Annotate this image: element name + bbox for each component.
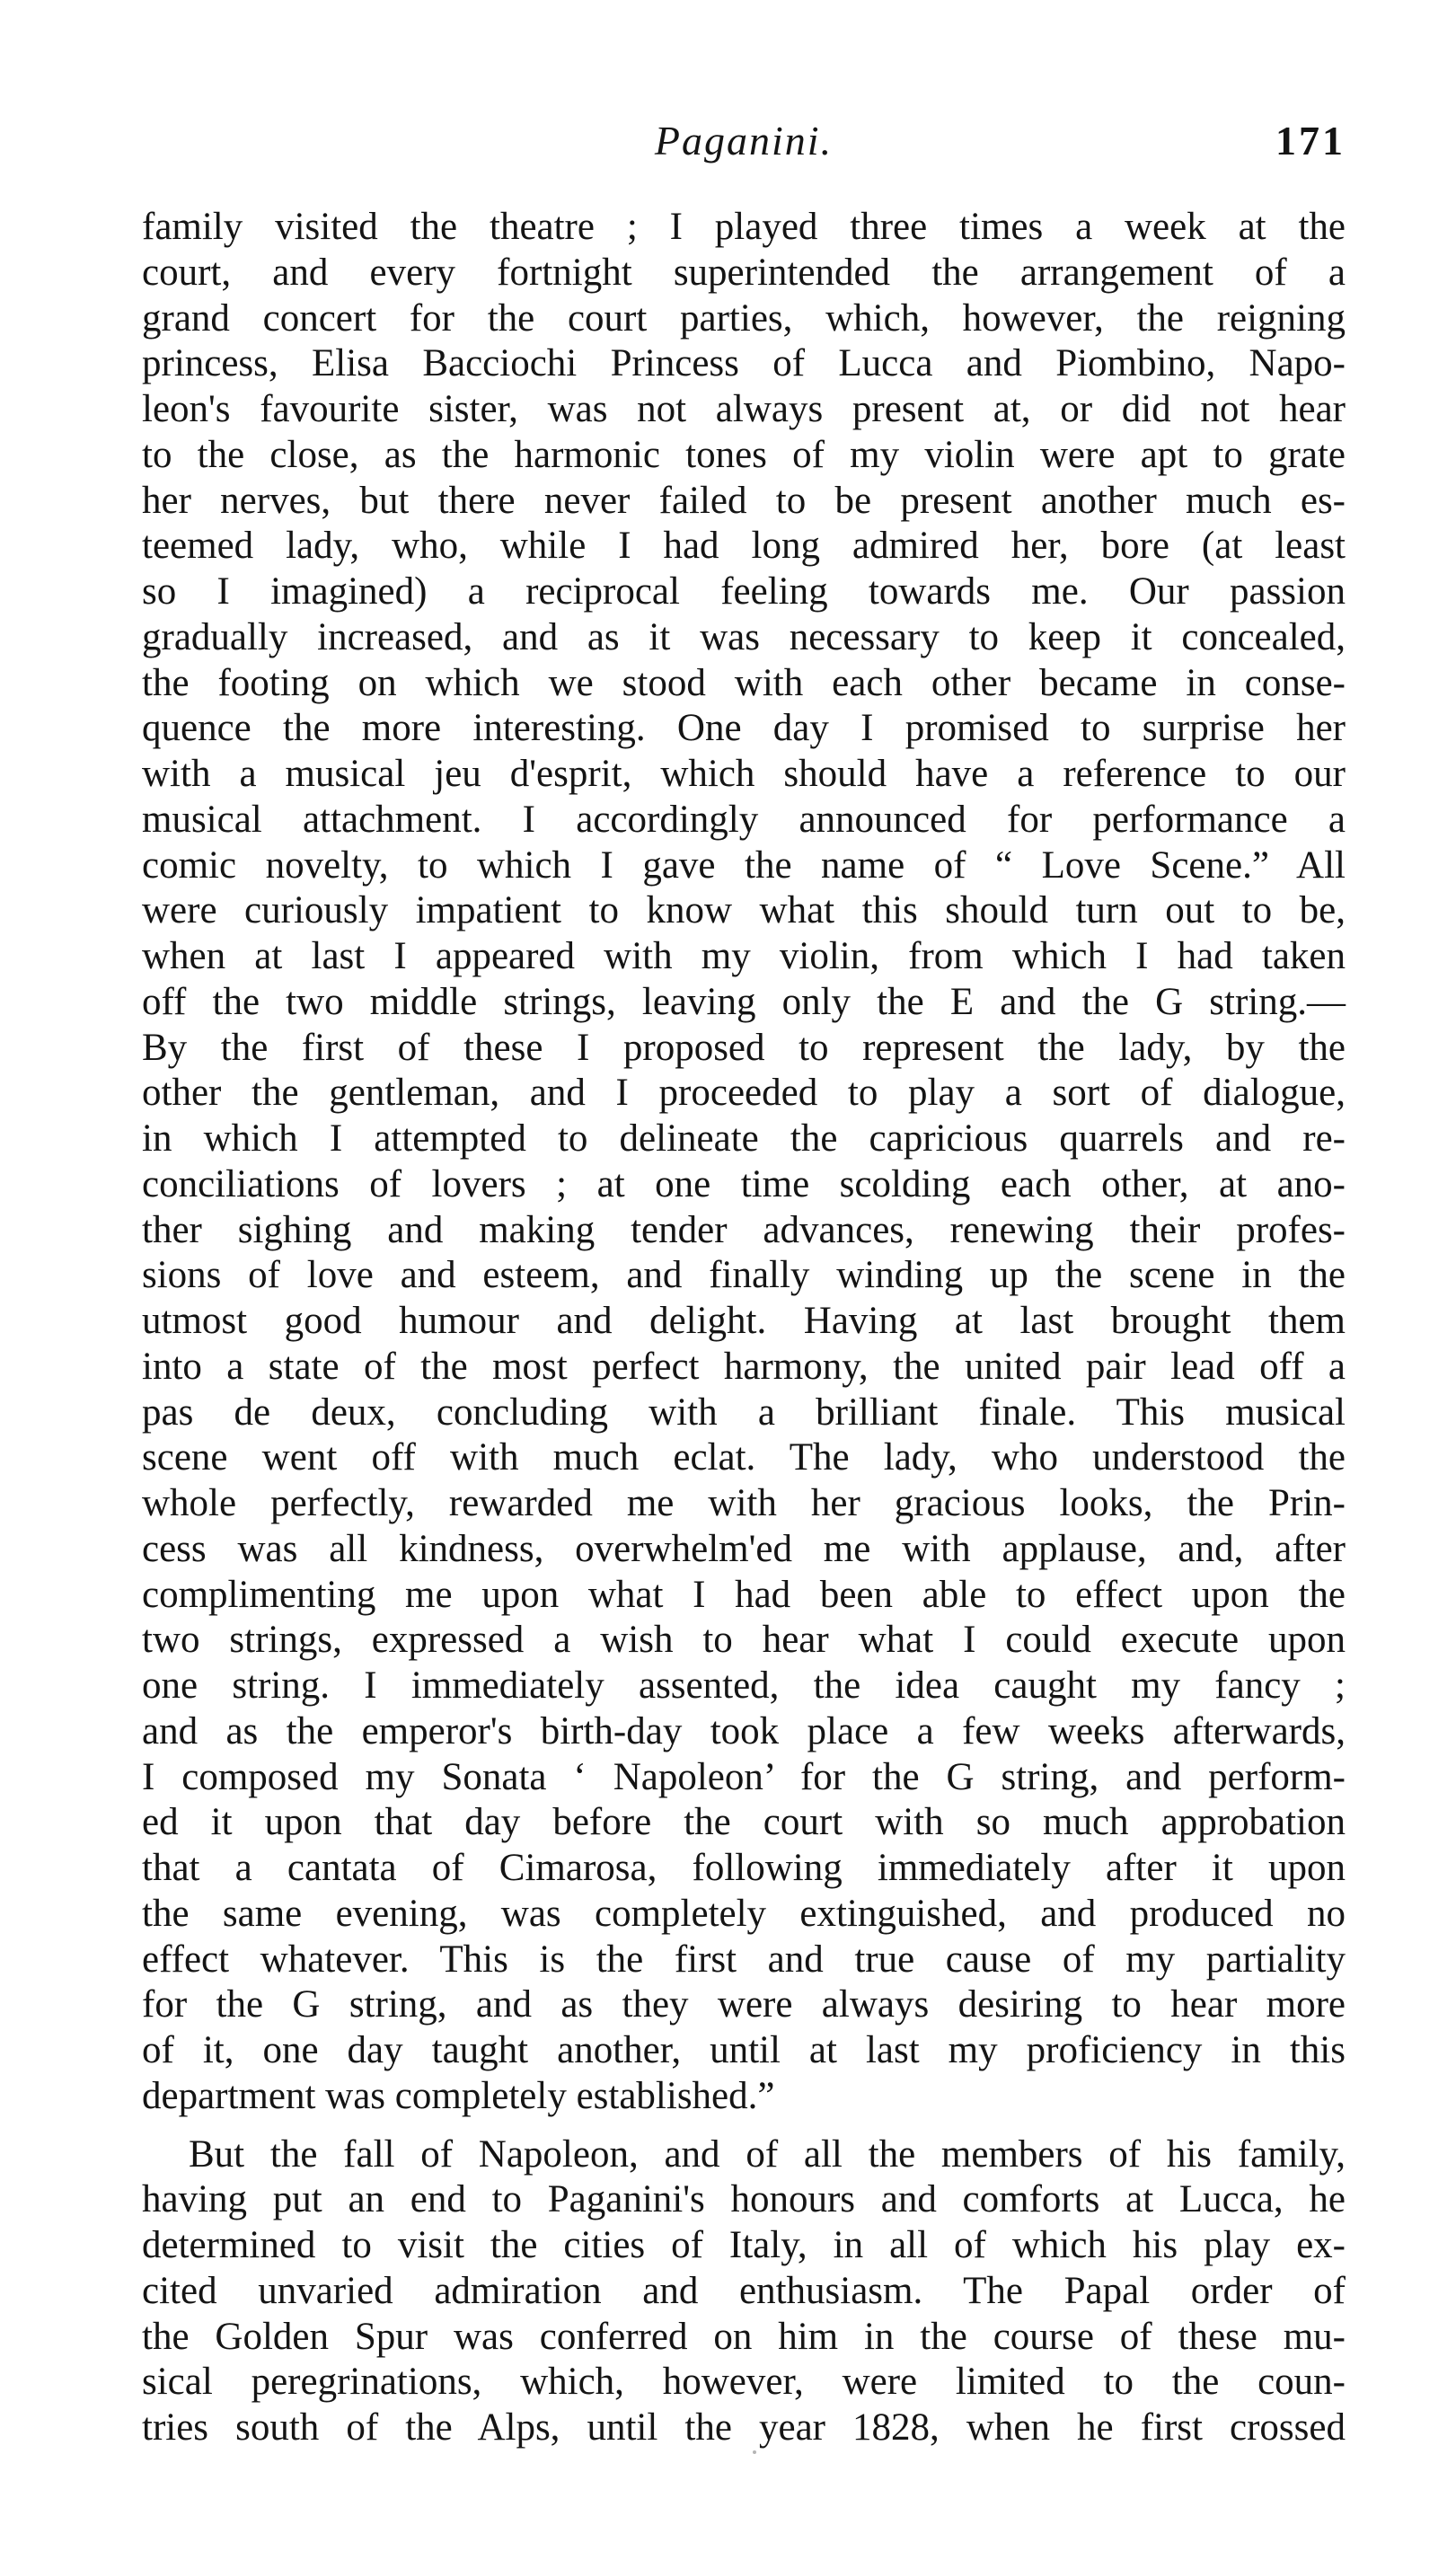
text-line: one string. I immediately assented, the idea caught my fancy ;	[142, 1664, 1346, 1707]
print-speck	[753, 2450, 756, 2454]
text-line: scene went off with much eclat. The lady, who understood the	[142, 1436, 1346, 1479]
text-line: into a state of the most perfect harmony, the united pair lead off a	[142, 1345, 1346, 1388]
text-line: the footing on which we stood with each other became in conse-	[142, 661, 1346, 704]
text-line: department was completely established.”	[142, 2074, 775, 2117]
text-line: that a cantata of Cimarosa, following immediately after it upon	[142, 1847, 1346, 1889]
text-line: sions of love and esteem, and finally winding up the scene in the	[142, 1254, 1346, 1297]
text-line: two strings, expressed a wish to hear what I could execute upon	[142, 1619, 1346, 1662]
text-line: utmost good humour and delight. Having at last brought them	[142, 1300, 1346, 1342]
text-line: in which I attempted to delineate the capricious quarrels and re-	[142, 1117, 1346, 1160]
text-line: with a musical jeu d'esprit, which should have a reference to our	[142, 753, 1346, 795]
text-line: and as the emperor's birth-day took place a few weeks afterwards,	[142, 1709, 1346, 1752]
text-line: musical attachment. I accordingly announced for performance a	[142, 798, 1346, 841]
text-line: complimenting me upon what I had been able to effect upon the	[142, 1573, 1346, 1616]
text-line: for the G string, and as they were always desiring to hear more	[142, 1983, 1346, 2026]
paragraph-2	[142, 2132, 1346, 2451]
text-line: princess, Elisa Bacciochi Princess of Lucca and Piombino, Napo-	[142, 342, 1346, 385]
body-text	[142, 205, 1346, 2451]
text-line: other the gentleman, and I proceeded to play a sort of dialogue,	[142, 1072, 1346, 1115]
running-head: Paganini.	[654, 118, 834, 163]
text-line: having put an end to Paganini's honours and comforts at Lucca, he	[142, 2178, 1346, 2221]
text-line: grand concert for the court parties, which, however, the reigning	[142, 296, 1346, 340]
text-line: By the first of these I proposed to represent the lady, by the	[142, 1026, 1346, 1069]
text-line: were curiously impatient to know what this should turn out to be,	[142, 889, 1346, 932]
text-line: tries south of the Alps, until the year 1828, when he first crossed	[142, 2406, 1346, 2449]
text-line: pas de deux, concluding with a brilliant finale. This musical	[142, 1390, 1346, 1434]
text-line: gradually increased, and as it was necessary to keep it concealed,	[142, 615, 1346, 658]
text-line: court, and every fortnight superintended the arrangement of a	[142, 251, 1346, 294]
text-line: family visited the theatre ; I played three times a week at the	[142, 206, 1346, 248]
text-line: of it, one day taught another, until at last my proficiency in this	[142, 2029, 1346, 2071]
text-line: ed it upon that day before the court with so much approbation	[142, 1801, 1346, 1844]
text-line: when at last I appeared with my violin, from which I had taken	[142, 935, 1346, 977]
text-line: sical peregrinations, which, however, were limited to the coun-	[142, 2361, 1346, 2404]
text-line: I composed my Sonata ‘ Napoleon’ for the G string, and perform-	[142, 1755, 1346, 1798]
text-line: cess was all kindness, overwhelm'ed me with applause, and, after	[142, 1527, 1346, 1570]
text-line: cited unvaried admiration and enthusiasm. The Papal order of	[142, 2269, 1346, 2312]
text-line: ther sighing and making tender advances, renewing their profes-	[142, 1208, 1346, 1251]
text-line: comic novelty, to which I gave the name of “ Love Scene.” All	[142, 843, 1346, 887]
text-line: off the two middle strings, leaving only the E and the G string.—	[142, 980, 1346, 1023]
page-header	[142, 117, 1346, 171]
text-line: to the close, as the harmonic tones of my violin were apt to grate	[142, 433, 1346, 476]
text-line: effect whatever. This is the first and true cause of my partiality	[142, 1938, 1346, 1981]
text-line: But the fall of Napoleon, and of all the members of his family,	[189, 2132, 1346, 2176]
text-line: determined to visit the cities of Italy, in all of which his play ex-	[142, 2224, 1346, 2266]
page-number: 171	[1275, 118, 1346, 163]
text-line: conciliations of lovers ; at one time scolding each other, at ano-	[142, 1162, 1346, 1205]
text-line: the same evening, was completely extinguished, and produced no	[142, 1892, 1346, 1935]
text-line: her nerves, but there never failed to be present another much es-	[142, 479, 1346, 522]
paragraph-spacer	[142, 2120, 1346, 2132]
text-line: whole perfectly, rewarded me with her gracious looks, the Prin-	[142, 1482, 1346, 1524]
text-line: so I imagined) a reciprocal feeling towards me. Our passion	[142, 570, 1346, 613]
text-line: the Golden Spur was conferred on him in the course of these mu-	[142, 2315, 1346, 2358]
text-line: teemed lady, who, while I had long admired her, bore (at least	[142, 525, 1346, 568]
paragraph-1	[142, 205, 1346, 2120]
text-line: leon's favourite sister, was not always present at, or did not hear	[142, 388, 1346, 430]
text-line: quence the more interesting. One day I promised to surprise her	[142, 707, 1346, 750]
